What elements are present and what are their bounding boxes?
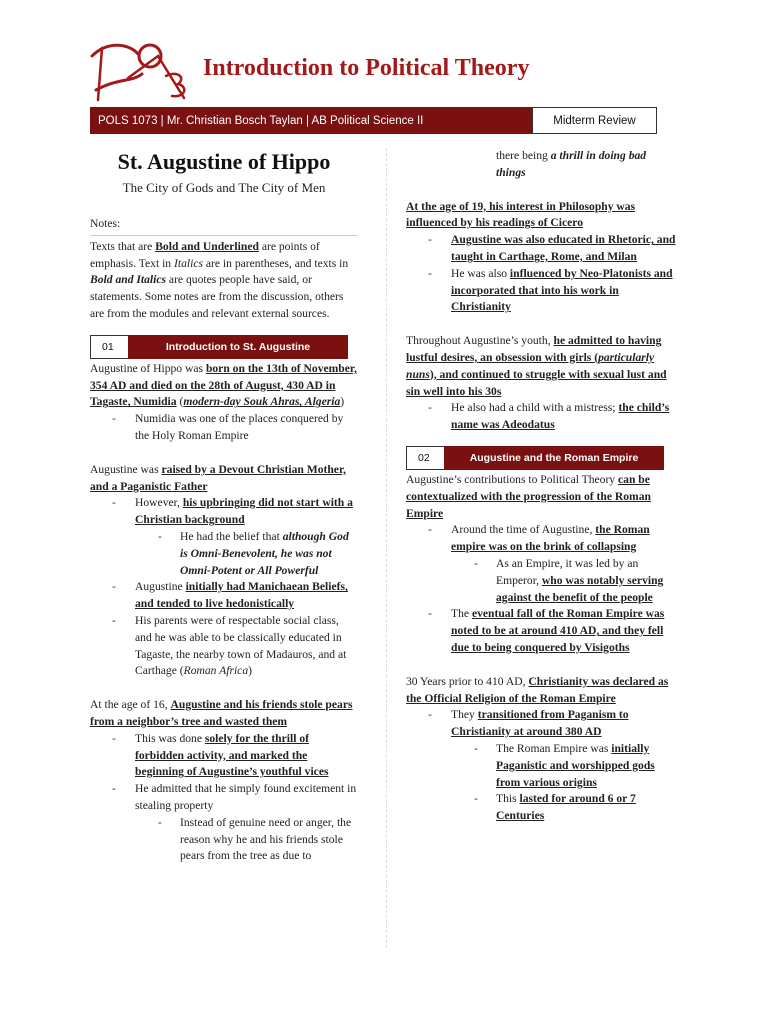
paragraph: 30 Years prior to 410 AD, Christianity was declared as the Official Religion of the Roman Empire — [406, 674, 669, 705]
header-bar — [90, 107, 657, 134]
list-item: - They transitioned from Paganism to Christianity at around 380 AD — [406, 707, 678, 741]
list-item: - The eventual fall of the Roman Empire was noted to be at around 410 AD, and they fell due to being conquered by Visigoths — [406, 606, 678, 656]
list-item: - His parents were of respectable social class, and he was able to be classically educated in Tagaste, the nearby town of Madauros, and at Carthage (Roman Africa) — [90, 613, 358, 680]
topic-title: St. Augustine of Hippo — [117, 149, 331, 174]
course-logo — [88, 38, 198, 102]
section-label: Augustine and the Roman Empire — [444, 446, 664, 470]
doc-type-label: Midterm Review — [532, 107, 657, 134]
list-item: - He admitted that he simply found excitement in stealing property — [90, 781, 358, 815]
list-item: - He was also influenced by Neo-Platonists and incorporated that into his work in Christianity — [406, 266, 678, 316]
list-item: - Augustine was also educated in Rhetoric, and taught in Carthage, Rome, and Milan — [406, 232, 678, 266]
list-item: - Augustine initially had Manichaean Beliefs, and tended to live hedonistically — [90, 579, 358, 613]
left-column — [90, 148, 358, 865]
list-item: - The Roman Empire was initially Paganistic and worshipped gods from various origins — [406, 741, 678, 791]
list-item: - He had the belief that although God is Omni-Benevolent, he was not Omni-Potent or All Powerful — [90, 529, 358, 579]
topic-subtitle: The City of Gods and The City of Men — [122, 180, 326, 195]
course-info: POLS 1073 | Mr. Christian Bosch Taylan | AB Political Science II — [90, 107, 532, 134]
column-divider — [386, 148, 387, 948]
section-label: Introduction to St. Augustine — [128, 335, 348, 359]
list-item: - This was done solely for the thrill of forbidden activity, and marked the beginning of Augustine’s youthful vices — [90, 731, 358, 781]
paragraph: At the age of 19, his interest in Philosophy was influenced by his readings of Cicero — [406, 199, 636, 230]
list-item: - He also had a child with a mistress; the child’s name was Adeodatus — [406, 400, 678, 434]
section-number: 01 — [90, 335, 128, 359]
right-column — [406, 148, 678, 825]
document-title: Introduction to Political Theory — [203, 55, 530, 81]
list-item: - Numidia was one of the places conquered by the Holy Roman Empire — [90, 411, 358, 445]
paragraph: Augustine of Hippo was born on the 13th of November, 354 AD and died on the 28th of August, 430 AD in Tagaste, Numidia (modern-day Souk Ahras, Algeria) — [90, 361, 357, 409]
paragraph: Throughout Augustine’s youth, he admitted to having lustful desires, an obsession with girls (particularly nuns), and continued to struggle with sexual lust and sin well into his 30s — [406, 334, 667, 398]
list-item: - However, his upbringing did not start with a Christian background — [90, 495, 358, 529]
section-header-02 — [406, 446, 678, 470]
list-item: - As an Empire, it was led by an Emperor, who was notably serving against the benefit of the people — [406, 556, 678, 606]
paragraph: Augustine was raised by a Devout Christian Mother, and a Paganistic Father — [90, 462, 346, 493]
list-item: - Around the time of Augustine, the Roman empire was on the brink of collapsing — [406, 522, 678, 556]
paragraph: At the age of 16, Augustine and his friends stole pears from a neighbor’s tree and wasted them — [90, 698, 353, 728]
list-item: - This lasted for around 6 or 7 Centuries — [406, 791, 678, 825]
notes-body: Texts that are Bold and Underlined are points of emphasis. Text in Italics are in parentheses, and texts in Bold and Italics are quotes people have said, or statements. Some notes are from the discussion, others are from the modules and relevant external sources. — [90, 239, 349, 320]
paragraph: Augustine’s contributions to Political Theory can be contextualized with the progression of the Roman Empire — [406, 472, 651, 520]
section-header-01 — [90, 335, 358, 359]
list-item: - Instead of genuine need or anger, the reason why he and his friends stole pears from the tree as due to — [90, 815, 358, 865]
continued-text: there being a thrill in doing bad things — [496, 149, 647, 179]
notes-label: Notes: — [90, 216, 358, 236]
section-number: 02 — [406, 446, 444, 470]
